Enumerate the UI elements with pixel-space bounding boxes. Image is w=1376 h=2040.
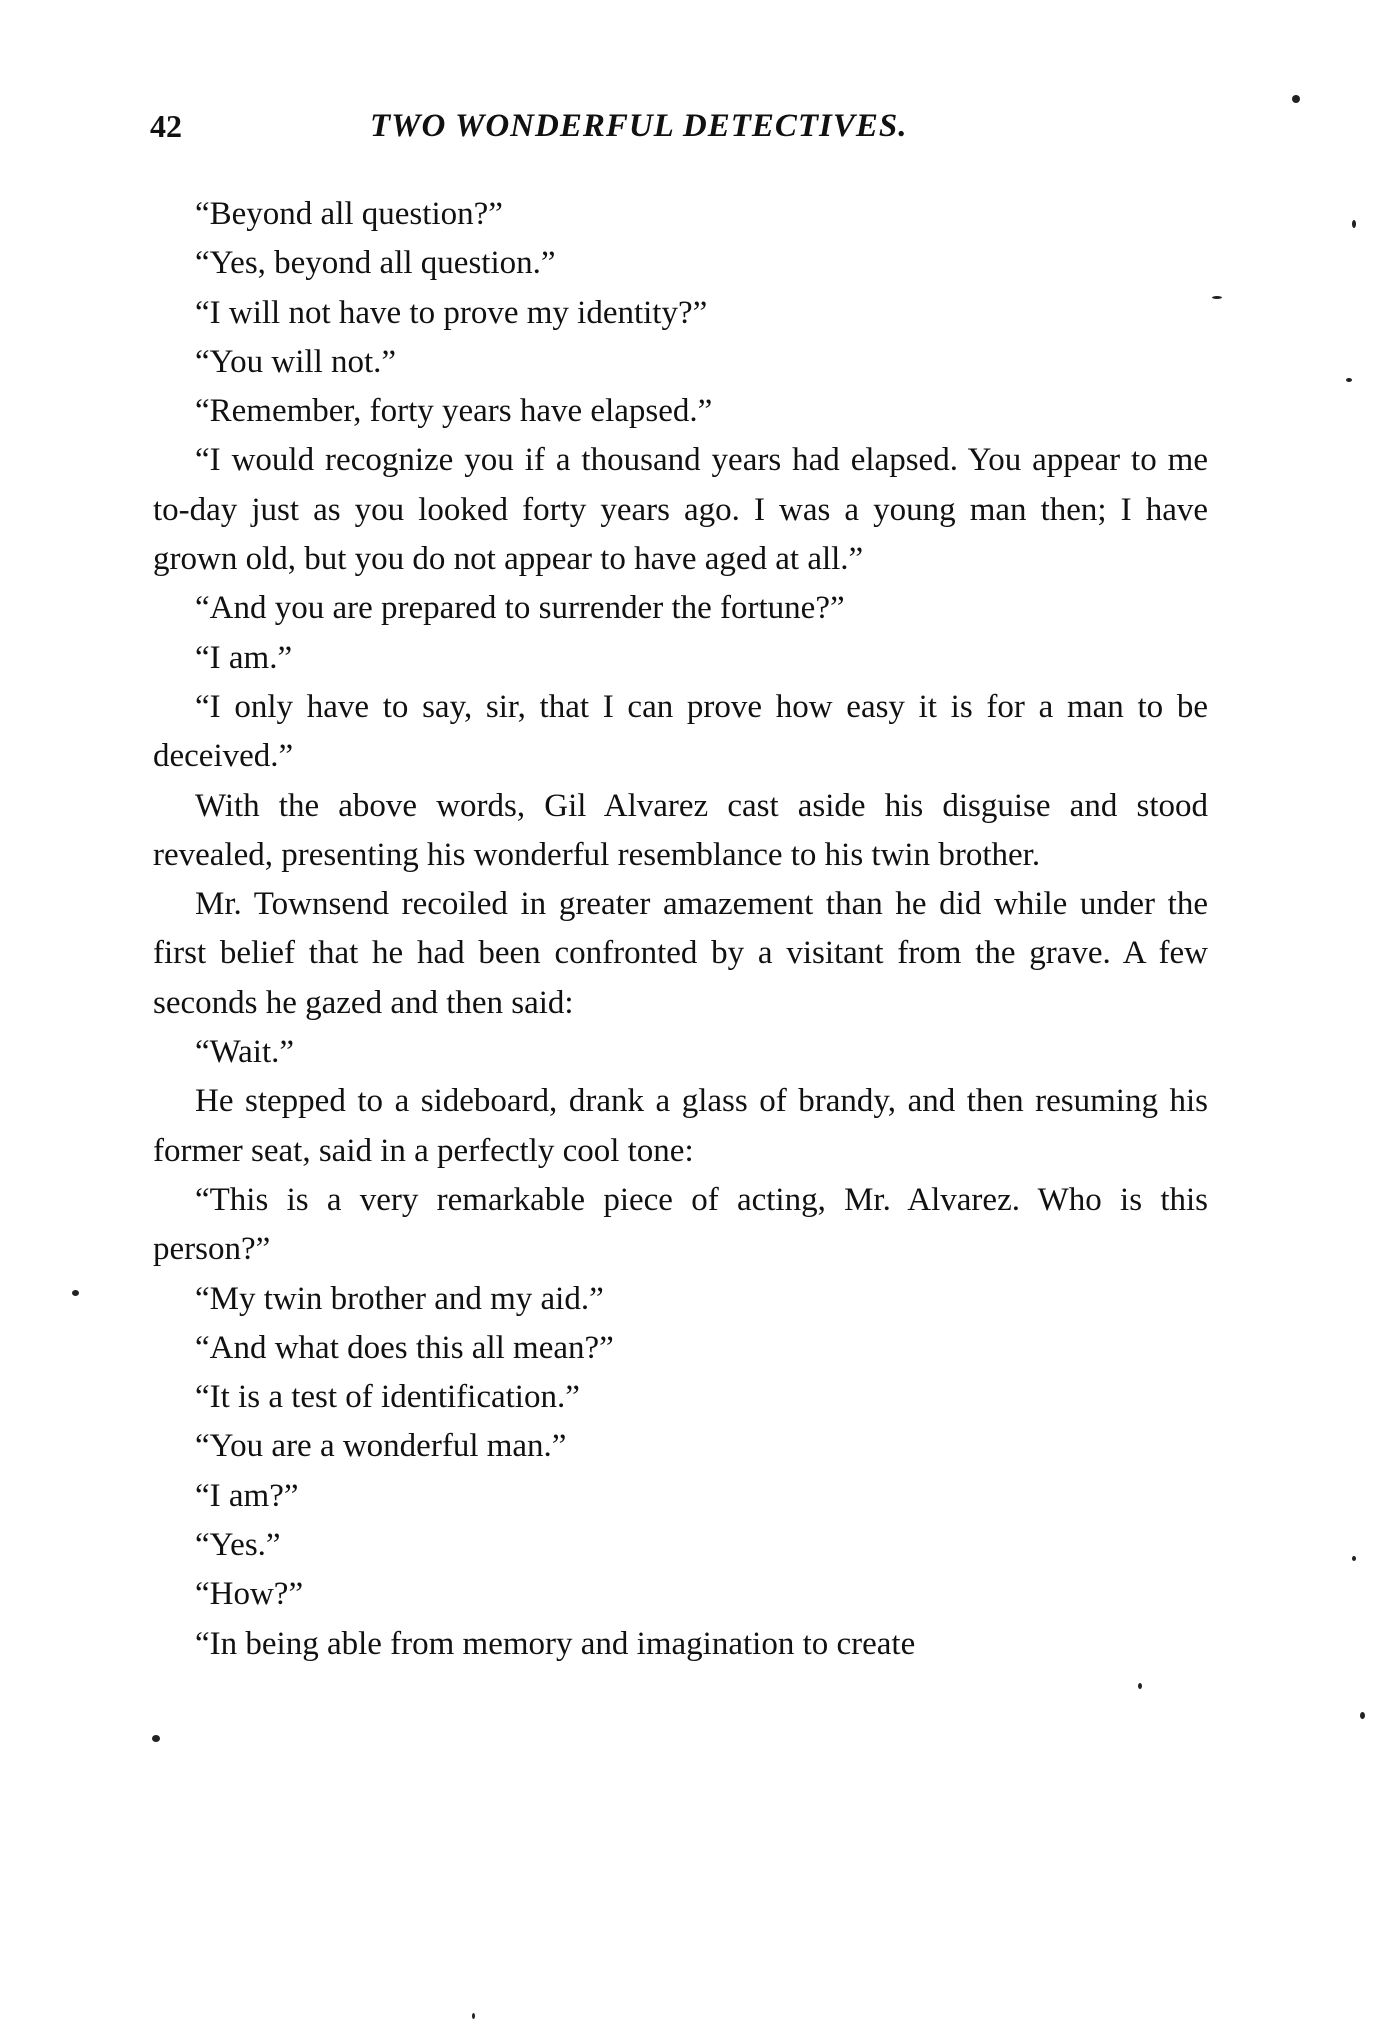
page-number: 42 (150, 108, 182, 144)
paragraph: “How?” (195, 1576, 304, 1613)
paragraph: “I would recognize you if a thousand years had elapsed. You appear to me to-day just as you looked forty years ago. I was a young man then; I have grown old, but you do not appear to have aged at all.” (153, 442, 1208, 578)
paragraph: “Wait.” (195, 1034, 295, 1071)
scan-speck (1360, 1712, 1365, 1719)
paragraph: “This is a very remarkable piece of acting, Mr. Alvarez. Who is this person?” (153, 1181, 1208, 1268)
paragraph: “My twin brother and my aid.” (195, 1280, 604, 1317)
paragraph: Mr. Townsend recoiled in greater amazement than he did while under the first belief that he had been confronted by a visitant from the grave. A few seconds he gazed and then said: (153, 886, 1208, 1021)
paragraph: “You are a wonderful man.” (195, 1428, 567, 1465)
scan-speck (152, 1735, 160, 1742)
scan-speck (1352, 220, 1356, 228)
paragraph: “And you are prepared to surrender the fortune?” (195, 590, 845, 627)
paragraph: “I only have to say, sir, that I can prove how easy it is for a man to be deceived.” (153, 688, 1208, 775)
running-title: TWO WONDERFUL DETECTIVES. (370, 108, 908, 144)
paragraph: “You will not.” (195, 343, 397, 380)
paragraph: “Remember, forty years have elapsed.” (195, 393, 713, 430)
scan-speck (1292, 95, 1300, 103)
paragraph: “I will not have to prove my identity?” (195, 294, 708, 331)
paragraph: “I am?” (195, 1477, 299, 1514)
paragraph: “Beyond all question?” (195, 196, 503, 232)
paragraph: “In being able from memory and imagination to create (195, 1625, 916, 1662)
paragraph: “And what does this all mean?” (195, 1329, 614, 1366)
scan-speck (72, 1290, 79, 1296)
paragraph: He stepped to a sideboard, drank a glass of brandy, and then resuming his former seat, said in a perfectly cool tone: (153, 1083, 1208, 1169)
paragraph: “Yes, beyond all question.” (195, 245, 556, 282)
scan-speck (1138, 1683, 1142, 1689)
body-text (153, 190, 1208, 1669)
scan-speck (1212, 296, 1222, 299)
page-header (150, 108, 1210, 152)
scan-speck (1346, 378, 1352, 382)
paragraph: With the above words, Gil Alvarez cast aside his disguise and stood revealed, presenting his wonderful resemblance to his twin brother. (153, 787, 1208, 873)
scan-speck (1352, 1556, 1356, 1561)
paragraph: “Yes.” (195, 1527, 281, 1564)
paragraph: “It is a test of identification.” (195, 1379, 580, 1416)
paragraph: “I am.” (195, 639, 293, 676)
scan-speck (472, 2013, 475, 2019)
